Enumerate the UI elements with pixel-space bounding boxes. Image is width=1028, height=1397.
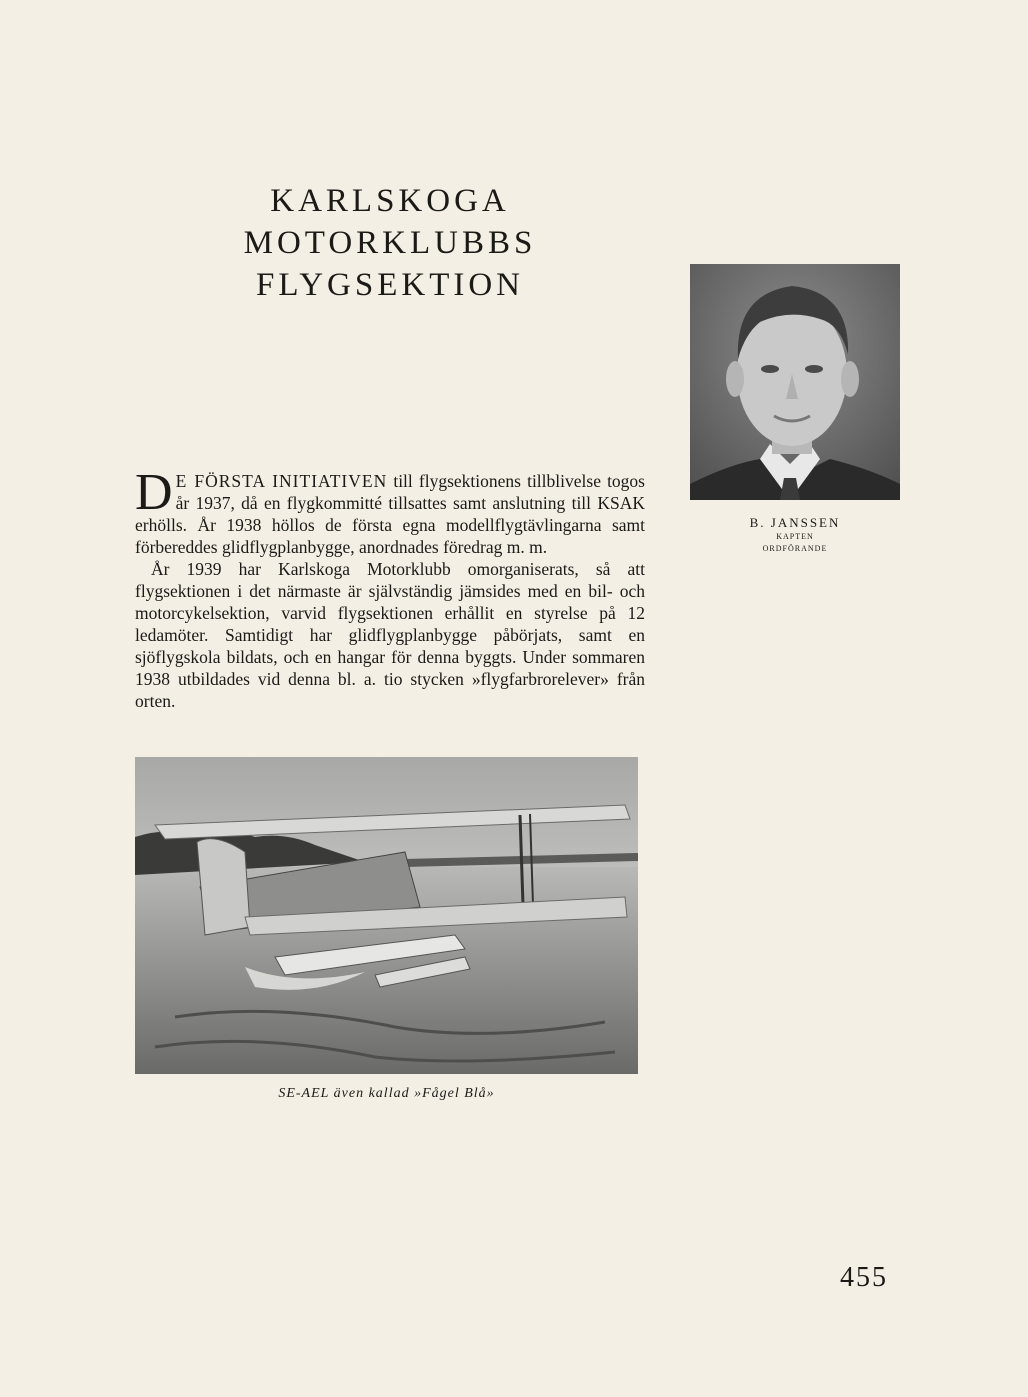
portrait-caption [690, 515, 900, 555]
article-paragraph-2: År 1939 har Karlskoga Motorklubb omorganiserats, så att flygsektionen i det närmaste är självständig jämsides med en bil- och motorcykelsektion, varvid flygsektionen erhållit en styrelse på 12 ledamöter. Samtidigt har glidflygplanbygge påbörjats, samt en sjöflygskola bildats, och en hangar för denna byggts. Under sommaren 1938 utbildades vid denna bl. a. tio stycken »flygfarbrorelever» från orten. [135, 559, 645, 711]
photo-caption: SE-AEL även kallad »Fågel Blå» [278, 1086, 495, 1101]
portrait-name: B. JANSSEN [749, 515, 841, 530]
lead-in: E FÖRSTA INITIATIVEN [175, 471, 388, 491]
page-number: 455 [840, 1262, 888, 1293]
portrait-rank: KAPTEN [776, 532, 814, 541]
seaplane-photo [135, 757, 638, 1074]
page-title [130, 180, 650, 306]
portrait-photo [690, 264, 900, 500]
paragraph-1-text: till flygsektionens tillblivelse togos år 1937, då en flygkommitté tillsattes samt anslutning till KSAK erhölls. År 1938 höllos de första egna modellflygtävlingarna samt förbereddes glidflygplanbygge, anordnades föredrag m. m. [135, 471, 645, 557]
title-line-2: FLYGSEKTION [255, 267, 525, 304]
title-line-1: KARLSKOGA MOTORKLUBBS [243, 183, 537, 262]
portrait-role: ORDFÖRANDE [762, 544, 828, 553]
article-body [135, 464, 645, 712]
drop-cap: D [135, 464, 173, 521]
article-paragraph-1 [135, 464, 645, 558]
